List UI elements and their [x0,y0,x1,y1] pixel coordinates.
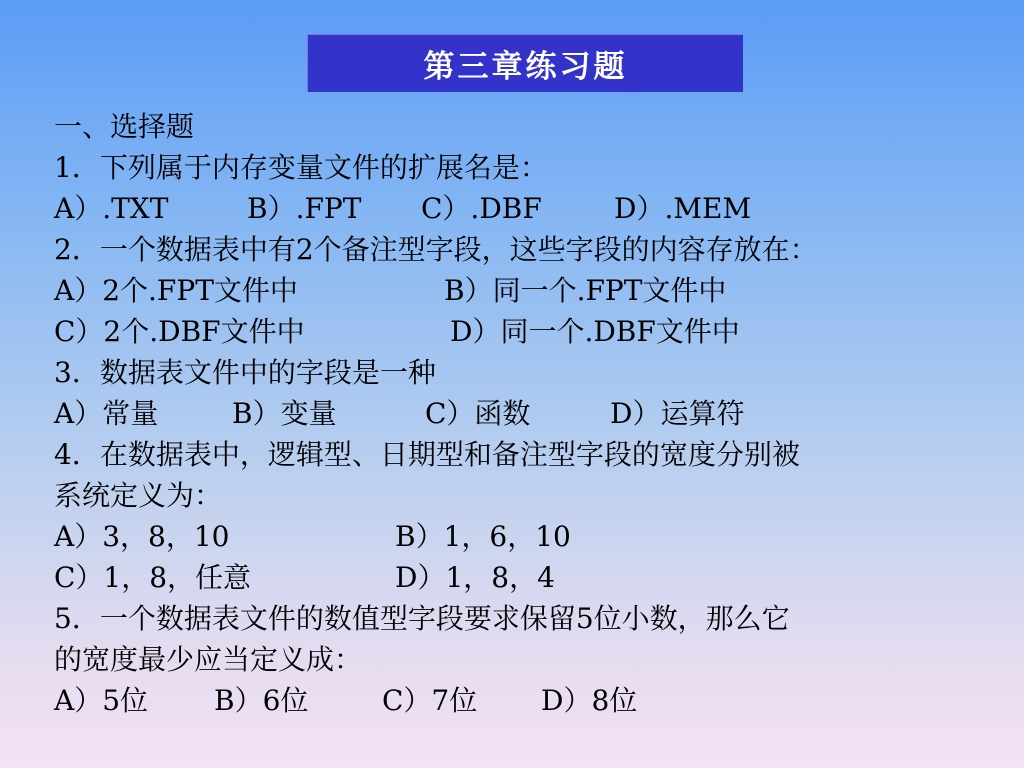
q4-option-c: C）1，8，任意 [54,561,252,594]
q2-option-c: C）2个.DBF文件中 [54,315,305,348]
slide-title: 第三章练习题 [423,49,628,85]
question-2-options-row-2 [54,311,1004,352]
q1-option-a: A）.TXT [54,192,169,225]
question-3-options [54,393,1004,434]
question-4-stem-line-2: 系统定义为： [54,479,223,512]
q5-option-a: A）5位 [54,684,149,717]
section-heading: 一、选择题 [54,110,195,143]
question-3-stem: 3．数据表文件中的字段是一种 [54,356,436,389]
q1-option-d: D）.MEM [614,192,752,225]
q3-option-b: B）变量 [232,397,337,430]
q5-option-d: D）8位 [541,684,638,717]
q3-option-a: A）常量 [54,397,159,430]
q4-option-a: A）3，8，10 [54,520,230,553]
q2-option-a: A）2个.FPT文件中 [54,274,298,307]
q4-option-b: B）1，6，10 [395,520,571,553]
question-5-options [54,680,1004,721]
q3-option-d: D）运算符 [610,397,745,430]
title-banner [307,34,743,92]
q2-option-b: B）同一个.FPT文件中 [444,274,727,307]
question-4-options-row-2 [54,557,1004,598]
question-2-options-row-1 [54,270,1004,311]
question-list [54,106,1004,721]
q2-option-d: D）同一个.DBF文件中 [450,315,740,348]
q5-option-b: B）6位 [214,684,309,717]
q4-option-d: D）1，8，4 [395,561,555,594]
q1-option-b: B）.FPT [247,192,362,225]
q5-option-c: C）7位 [382,684,478,717]
question-4-stem-line-1: 4．在数据表中，逻辑型、日期型和备注型字段的宽度分别被 [54,438,800,471]
q3-option-c: C）函数 [425,397,531,430]
question-5-stem-line-2: 的宽度最少应当定义成： [54,643,363,676]
question-1-stem: 1．下列属于内存变量文件的扩展名是： [54,151,548,184]
question-4-options-row-1 [54,516,1004,557]
question-2-stem: 2．一个数据表中有2个备注型字段，这些字段的内容存放在： [54,233,818,266]
question-5-stem-line-1: 5．一个数据表文件的数值型字段要求保留5位小数，那么它 [54,602,790,635]
question-1-options [54,188,1004,229]
q1-option-c: C）.DBF [421,192,542,225]
